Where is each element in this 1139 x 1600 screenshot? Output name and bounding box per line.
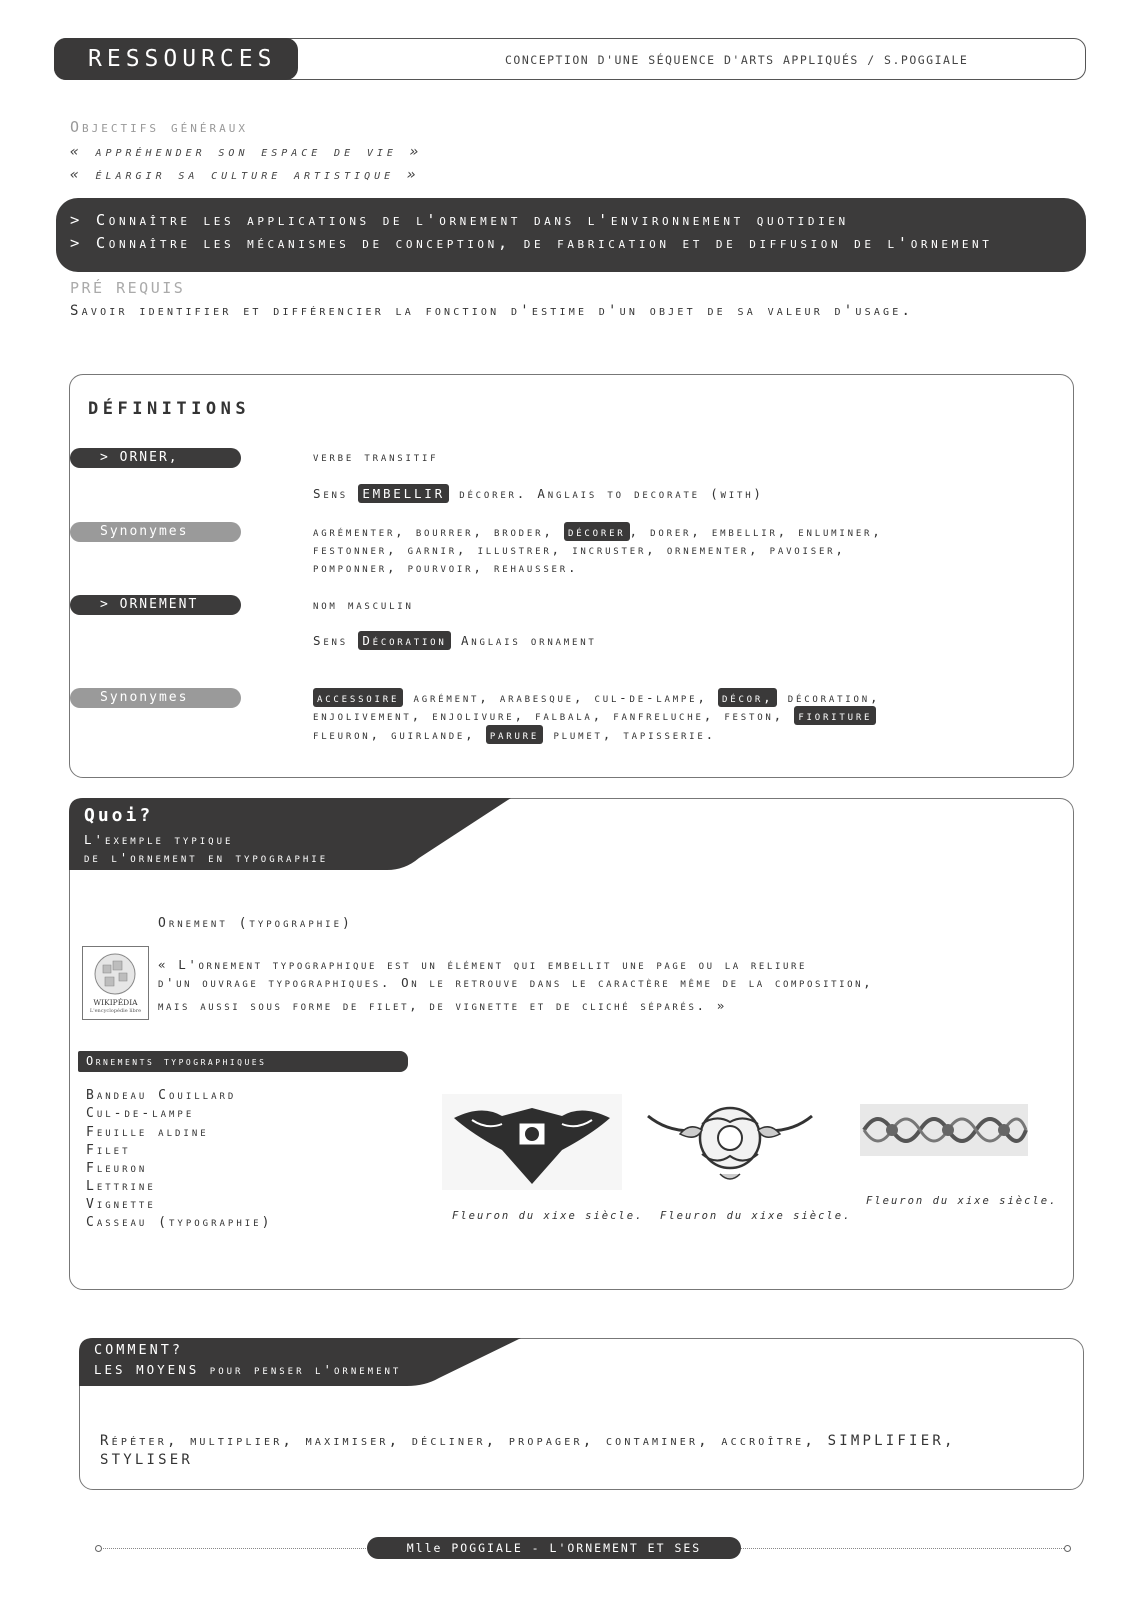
synonyms-label-2: Synonymes — [70, 688, 241, 708]
ornement-link-6[interactable]: Lettrine — [86, 1179, 156, 1194]
orner-synonyms-line-3: pomponner, pourvoir, rehausser. — [313, 560, 579, 575]
syn-highlight: décor, — [718, 688, 777, 707]
means-line-2: STYLISER — [100, 1452, 194, 1468]
wikipedia-logo — [82, 946, 149, 1020]
goal-line-1: > Connaître les applications de l'ornement dans l'environnement quotidien — [70, 211, 849, 229]
ornement-link-2[interactable]: Cul-de-lampe — [86, 1106, 195, 1121]
orner-kind: verbe transitif — [313, 449, 439, 464]
quote-line-2: d'un ouvrage typographiques. On le retrouve dans le caractère même de la composition, — [158, 975, 874, 990]
quote-line-3: mais aussi sous forme de filet, de vignette et de cliché séparés. » — [158, 998, 727, 1013]
quote-line-1: « L'ornement typographique est un élément qui embellit une page ou la reliure — [158, 957, 808, 972]
prerequisites-title: PRÉ REQUIS — [70, 279, 186, 297]
comment-title: COMMENT? — [94, 1342, 184, 1358]
prerequisites-text: Savoir identifier et différencier la fonction d'estime d'un objet de sa valeur d'usage. — [70, 303, 914, 319]
fleuron-caption-1: Fleuron du xixe siècle. — [452, 1210, 644, 1222]
ornement-link-1[interactable]: Bandeau Couillard — [86, 1088, 237, 1103]
objective-line-2: « élargir sa culture artistique » — [70, 167, 420, 183]
ornement-link-5[interactable]: Fleuron — [86, 1161, 148, 1176]
comment-subtitle — [94, 1362, 401, 1377]
goal-line-2: > Connaître les mécanismes de conception, de fabrication et de diffusion de l'ornement — [70, 234, 993, 252]
orner-label: > ORNER, — [70, 448, 241, 468]
ornement-sense-prefix: Sens — [313, 633, 348, 648]
fleuron-caption-2: Fleuron du xixe siècle. — [660, 1210, 852, 1222]
syn-text: agrément, arabesque, cul-de-lampe, — [413, 690, 708, 705]
syn-highlight: accessoire — [313, 688, 403, 707]
ornement-link-8[interactable]: Casseau (typographie) — [86, 1215, 273, 1230]
orner-sense-rest: décorer. Anglais to decorate (with) — [459, 486, 764, 501]
fleuron-image-1 — [442, 1094, 622, 1190]
orner-synonyms-line-2: festonner, garnir, illustrer, incruster, ornementer, pavoiser, — [313, 542, 846, 557]
fleuron-caption-3: Fleuron du xixe siècle. — [866, 1195, 1058, 1207]
syn-text: décoration, — [787, 690, 881, 705]
wikipedia-tagline: L'encyclopédie libre — [89, 1008, 142, 1014]
ornement-sense — [313, 633, 597, 648]
syn-text: , dorer, embellir, enluminer, — [629, 524, 883, 539]
ornement-link-3[interactable]: Feuille aldine — [86, 1125, 209, 1140]
ornement-kind: nom masculin — [313, 597, 414, 612]
quoi-subtitle-2: de l'ornement en typographie — [84, 850, 329, 865]
footer-dot-right — [1064, 1545, 1071, 1552]
objective-line-1: « appréhender son espace de vie » — [70, 144, 423, 160]
syn-text: fleuron, guirlande, — [313, 727, 476, 742]
ornement-link-4[interactable]: Filet — [86, 1143, 131, 1158]
wikipedia-wordmark: WIKIPÉDIA — [93, 998, 138, 1007]
synonyms-label-1: Synonymes — [70, 522, 241, 542]
quoi-title: Quoi? — [84, 805, 154, 826]
means-line-1: Répéter, multiplier, maximiser, décliner, propager, contaminer, accroître, SIMPLIFIER, — [100, 1433, 956, 1449]
fleuron-image-2 — [640, 1094, 820, 1190]
ornement-synonyms-line-1 — [313, 690, 880, 705]
ornement-synonyms-line-2 — [313, 708, 876, 723]
orner-sense-prefix: Sens — [313, 486, 348, 501]
comment-subtitle-caps: LES MOYENS — [94, 1362, 200, 1377]
orner-synonyms-line-1 — [313, 524, 883, 539]
footer-label: Mlle POGGIALE - L'ORNEMENT ET SES APPLICATIONS — [367, 1537, 741, 1559]
syn-highlight: parure — [486, 725, 543, 744]
fleuron-image-3 — [858, 1100, 1030, 1160]
ornement-synonyms-line-3 — [313, 727, 716, 742]
orner-sense-highlight: EMBELLIR — [358, 484, 449, 503]
syn-text: agrémenter, bourrer, broder, — [313, 524, 554, 539]
ornement-sense-highlight: Décoration — [358, 631, 450, 650]
header-subtitle: CONCEPTION D'UNE SÉQUENCE D'ARTS APPLIQUÉS / S.POGGIALE — [505, 53, 969, 67]
ornement-heading: Ornement (typographie) — [158, 916, 353, 931]
quoi-subtitle-1: L'exemple typique — [84, 832, 234, 847]
syn-text: enjolivement, enjolivure, falbala, fanfreluche, feston, — [313, 708, 784, 723]
syn-highlight: décorer — [564, 522, 630, 541]
footer-dot-left — [95, 1545, 102, 1552]
wikipedia-globe-icon — [83, 947, 148, 999]
ornement-label: > ORNEMENT — [70, 595, 241, 615]
comment-subtitle-rest: pour penser l'ornement — [209, 1362, 402, 1377]
definitions-title: DÉFINITIONS — [88, 399, 251, 419]
syn-highlight: fioriture — [794, 706, 876, 725]
objectives-title: Objectifs généraux — [70, 118, 249, 136]
header-title: RESSOURCES — [54, 38, 298, 80]
ornements-list-title: Ornements typographiques — [78, 1051, 408, 1072]
ornement-sense-rest: Anglais ornament — [460, 633, 597, 648]
syn-text: plumet, tapisserie. — [553, 727, 716, 742]
orner-sense — [313, 486, 764, 501]
ornement-link-7[interactable]: Vignette — [86, 1197, 156, 1212]
